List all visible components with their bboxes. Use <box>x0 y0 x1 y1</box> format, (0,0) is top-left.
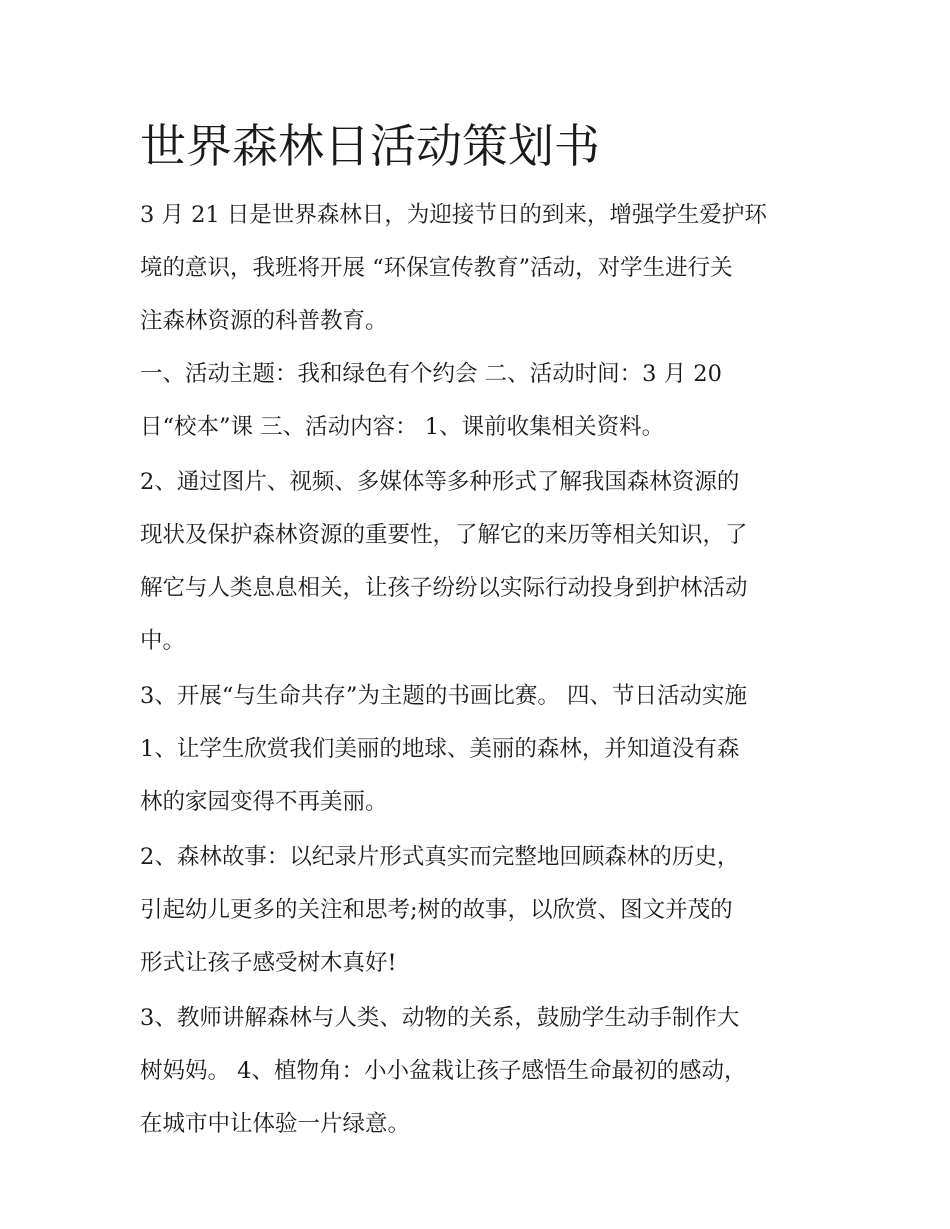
text-line: 中。 <box>140 628 186 654</box>
text-line: 在城市中让体验一片绿意。 <box>140 1111 411 1137</box>
text-line: 3 月 21 日是世界森林日，为迎接节日的到来，增强学生爱护环 <box>140 202 767 228</box>
text-line: 现状及保护森林资源的重要性，了解它的来历等相关知识，了 <box>140 522 748 548</box>
text-line: 解它与人类息息相关，让孩子纷纷以实际行动投身到护林活动 <box>140 575 748 601</box>
text-line: 引起幼儿更多的关注和思考;树的故事，以欣赏、图文并茂的 <box>140 897 733 923</box>
text-line: 1、让学生欣赏我们美丽的地球、美丽的森林，并知道没有森 <box>140 736 740 762</box>
text-line: 境的意识，我班将开展 “环保宣传教育”活动，对学生进行关 <box>140 255 733 281</box>
text-line: 3、开展“与生命共存”为主题的书画比赛。 四、节日活动实施 <box>140 683 747 709</box>
text-line: 2、森林故事：以纪录片形式真实而完整地回顾森林的历史， <box>140 844 740 870</box>
text-line: 形式让孩子感受树木真好! <box>140 950 397 976</box>
text-line: 林的家园变得不再美丽。 <box>140 789 388 815</box>
text-line: 一、活动主题：我和绿色有个约会 二、活动时间：3 月 20 <box>140 361 722 387</box>
text-line: 注森林资源的科普教育。 <box>140 308 388 334</box>
text-line: 2、通过图片、视频、多媒体等多种形式了解我国森林资源的 <box>140 469 740 495</box>
text-line: 3、教师讲解森林与人类、动物的关系，鼓励学生动手制作大 <box>140 1005 740 1031</box>
text-line: 日“校本”课 三、活动内容： 1、课前收集相关资料。 <box>140 414 665 440</box>
document-body <box>140 200 830 1139</box>
page-title: 世界森林日活动策划书 <box>140 119 600 173</box>
text-line: 树妈妈。 4、植物角：小小盆栽让孩子感悟生命最初的感动， <box>140 1058 747 1084</box>
